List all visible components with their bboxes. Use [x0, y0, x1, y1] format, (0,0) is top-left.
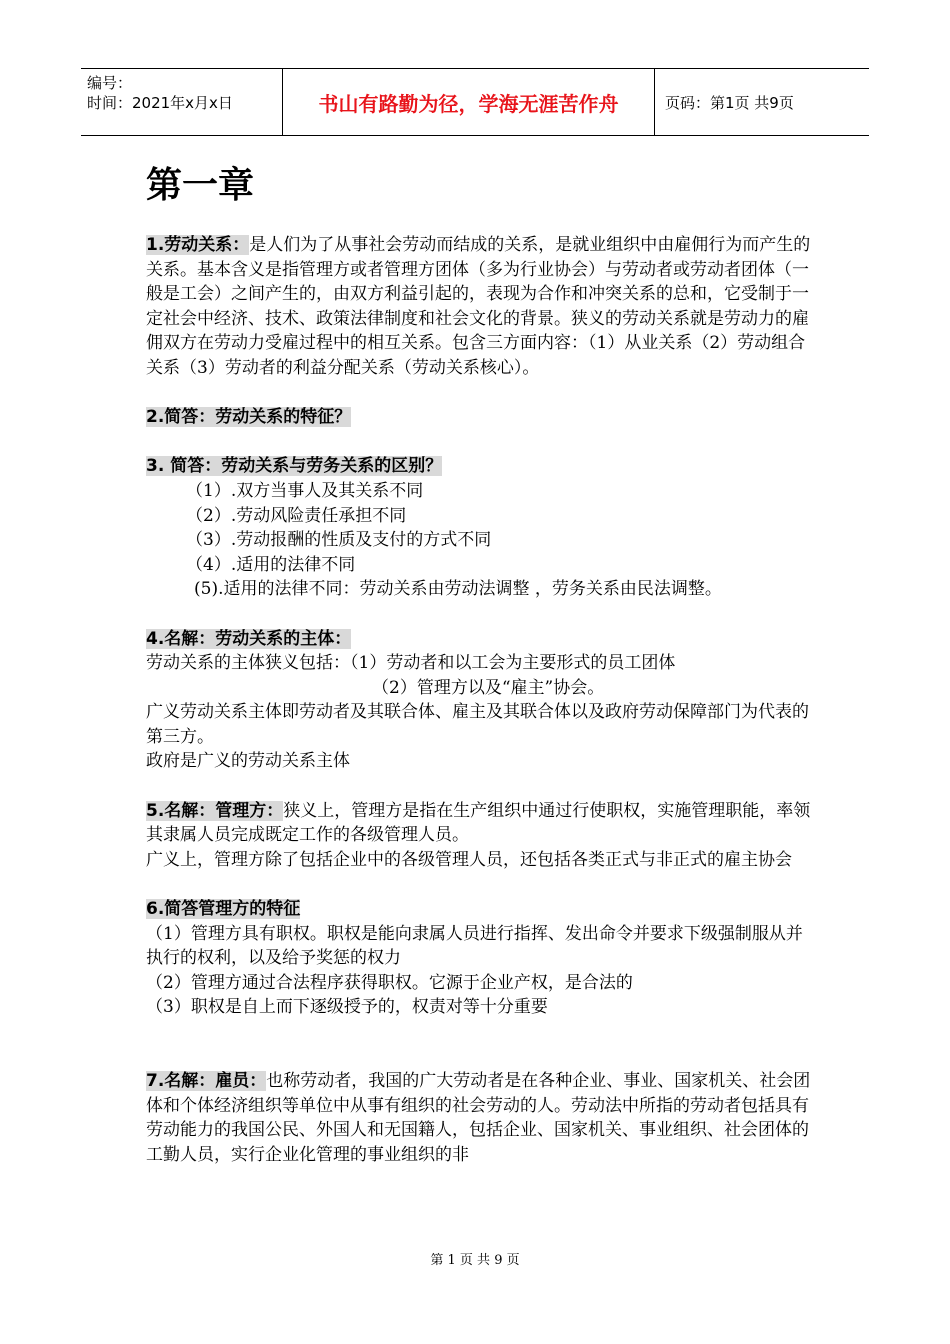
section-7-term: 7.名解：雇员： — [146, 1071, 267, 1091]
page-footer: 第 1 页 共 9 页 — [430, 1253, 520, 1268]
section-7 — [146, 1069, 811, 1167]
section-2 — [146, 405, 811, 430]
number-label: 编号： — [87, 74, 133, 92]
section-4-line: 广义劳动关系主体即劳动者及其联合体、雇主及其联合体以及政府劳动保障部门为代表的第三方。 — [146, 702, 809, 747]
section-3-item: （4）.适用的法律不同 — [186, 554, 356, 575]
section-6 — [146, 897, 811, 922]
header-motto: 书山有路勤为径，学海无涯苦作舟 — [283, 69, 655, 135]
section-3-item: （1）.双方当事人及其关系不同 — [186, 480, 424, 501]
section-6-term: 6.简答管理方的特征 — [146, 899, 301, 920]
section-1-term: 1.劳动关系： — [146, 235, 250, 255]
section-4-line: 政府是广义的劳动关系主体 — [146, 751, 350, 772]
section-1 — [146, 233, 811, 381]
header-meta — [81, 69, 283, 135]
section-3-item: （3）.劳动报酬的性质及支付的方式不同 — [186, 530, 492, 551]
section-5-term: 5.名解：管理方： — [146, 800, 284, 821]
section-4-line: （2）管理方以及“雇主”协会。 — [372, 677, 605, 698]
section-5-text-2: 广义上，管理方除了包括企业中的各级管理人员，还包括各类正式与非正式的雇主协会 — [146, 849, 792, 870]
section-5 — [146, 799, 811, 848]
section-4-term: 4.名解：劳动关系的主体： — [146, 628, 352, 649]
section-4 — [146, 627, 811, 652]
section-3 — [146, 454, 811, 479]
section-3-item: (5).适用的法律不同：劳动关系由劳动法调整 ，劳务关系由民法调整。 — [194, 579, 722, 600]
section-6-item: （3）职权是自上而下逐级授予的，权责对等十分重要 — [146, 997, 548, 1018]
section-7-text: 也称劳动者，我国的广大劳动者是在各种企业、事业、国家机关、社会团体和个体经济组织等单位中从事有组织的社会劳动的人。劳动法中所指的劳动者包括具有劳动能力的我国公民、外国人和无国籍人，包括企业、国家机关、事业组织、社会团体的工勤人员，实行企业化管理的事业组织的非 — [146, 1071, 811, 1165]
header-page-info: 页码：第1页 共9页 — [665, 93, 794, 112]
section-3-term: 3. 简答：劳动关系与劳务关系的区别？ — [146, 456, 443, 477]
section-2-term: 2.简答：劳动关系的特征？ — [146, 407, 352, 428]
chapter-title: 第一章 — [146, 165, 255, 206]
section-4-line: 劳动关系的主体狭义包括：（1）劳动者和以工会为主要形式的员工团体 — [146, 653, 676, 674]
page-header — [81, 68, 869, 136]
section-6-item: （2）管理方通过合法程序获得职权。它源于企业产权，是合法的 — [146, 972, 633, 993]
section-3-item: （2）.劳动风险责任承担不同 — [186, 505, 407, 526]
document-body — [146, 233, 811, 1167]
section-6-item: （1）管理方具有职权。职权是能向隶属人员进行指挥、发出命令并要求下级强制服从并执行的权利，以及给予奖惩的权力 — [146, 923, 803, 969]
time-label: 时间：2021年x月x日 — [87, 94, 233, 112]
section-5-text: 狭义上，管理方是指在生产组织中通过行使职权，实施管理职能，率领其隶属人员完成既定工作的各级管理人员。 — [146, 800, 811, 846]
section-1-text: 是人们为了从事社会劳动而结成的关系，是就业组织中由雇佣行为而产生的关系。基本含义是指管理方或者管理方团体（多为行业协会）与劳动者或劳动者团体（一般是工会）之间产生的，由双方利益引起的，表现为合作和冲突关系的总和，它受制于一定社会中经济、技术、政策法律制度和社会文化的背景。狭义的劳动关系就是劳动力的雇佣双方在劳动力受雇过程中的相互关系。包含三方面内容：（1）从业关系（2）劳动组合关系（3）劳动者的利益分配关系（劳动关系核心）。 — [146, 235, 811, 378]
